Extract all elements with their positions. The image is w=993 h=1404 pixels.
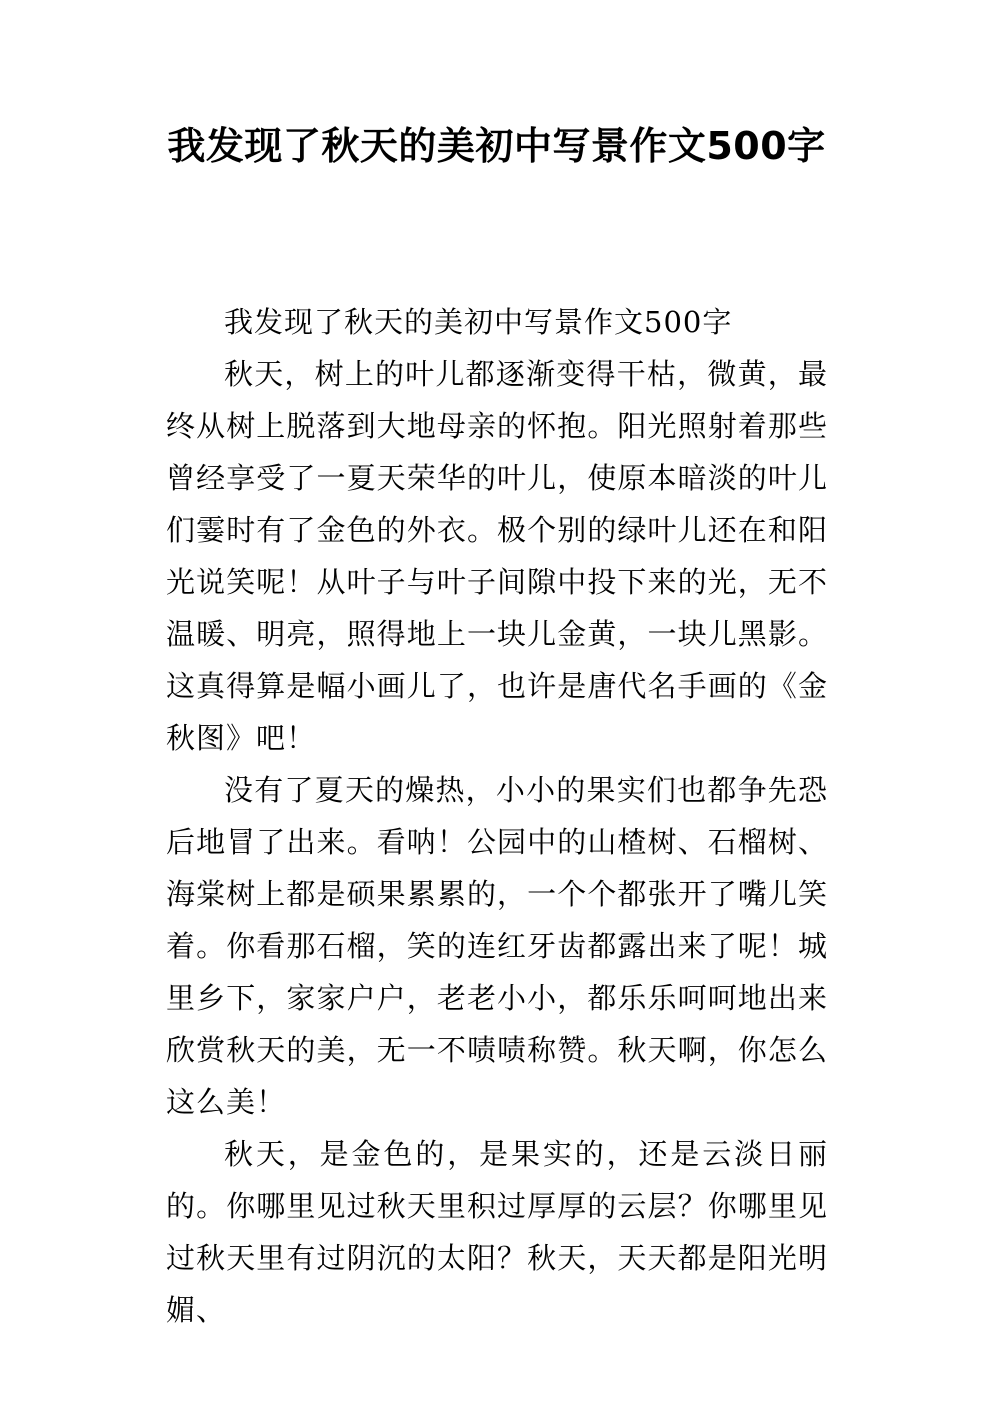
document-title: 我发现了秋天的美初中写景作文500字 [167,124,826,168]
paragraph-2: 没有了夏天的燥热，小小的果实们也都争先恐后地冒了出来。看呐！公园中的山楂树、石榴树、海棠树上都是硕果累累的，一个个都张开了嘴儿笑着。你看那石榴，笑的连红牙齿都露出来了呢！城里乡下，家家户户，老老小小，都乐乐呵呵地出来欣赏秋天的美，无一不啧啧称赞。秋天啊，你怎么这么美！ [166,773,828,1119]
paragraph-3: 秋天，是金色的，是果实的，还是云淡日丽的。你哪里见过秋天里积过厚厚的云层？你哪里见过秋天里有过阴沉的太阳？秋天，天天都是阳光明媚、 [166,1137,828,1327]
paragraph-subtitle: 我发现了秋天的美初中写景作文500字 [224,305,733,339]
paragraph-1: 秋天，树上的叶儿都逐渐变得干枯，微黄，最终从树上脱落到大地母亲的怀抱。阳光照射着那些曾经享受了一夏天荣华的叶儿，使原本暗淡的叶儿们霎时有了金色的外衣。极个别的绿叶儿还在和阳光说笑呢！从叶子与叶子间隙中投下来的光，无不温暖、明亮，照得地上一块儿金黄，一块儿黑影。这真得算是幅小画儿了，也许是唐代名手画的《金秋图》吧！ [166,357,828,755]
document-body [166,296,828,1336]
